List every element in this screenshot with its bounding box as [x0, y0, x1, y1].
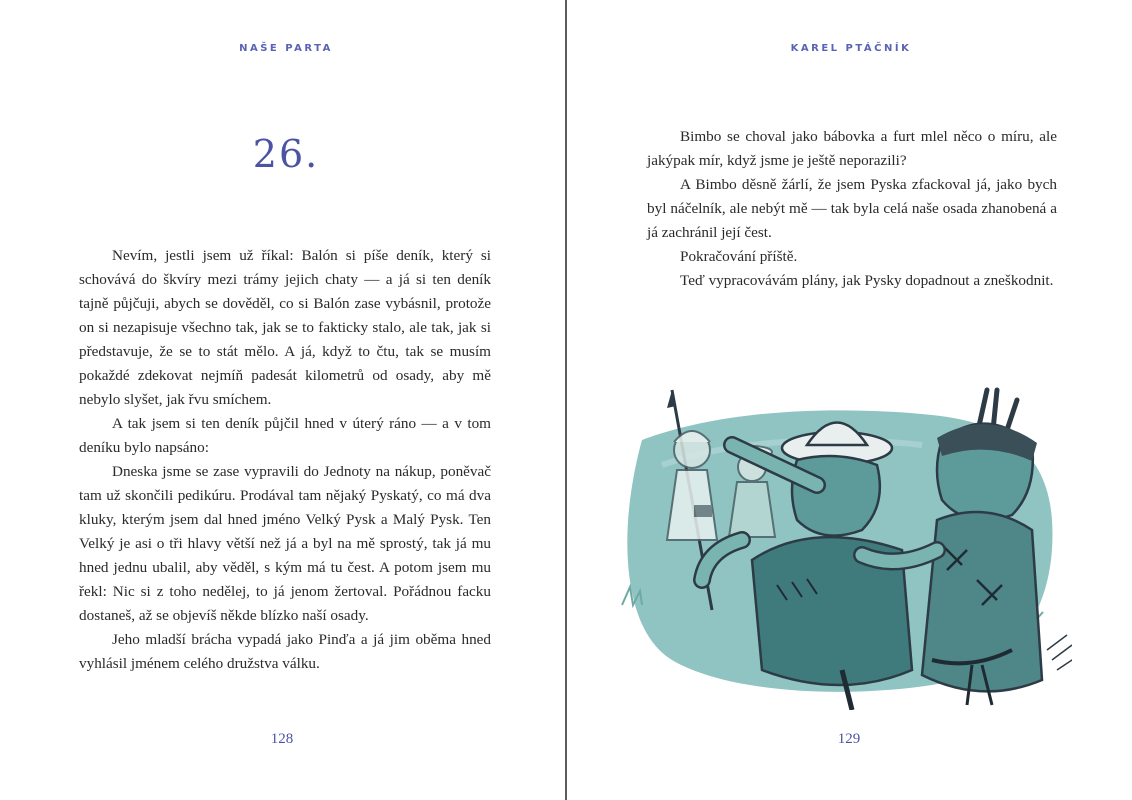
fight-illustration	[602, 370, 1072, 710]
background-boy	[667, 431, 717, 540]
paragraph: Teď vypracovávám plány, jak Pysky dopadnout a zneškodnit.	[680, 272, 1054, 289]
right-page	[567, 0, 1132, 800]
page-number-left: 128	[270, 731, 294, 747]
paragraph: Bimbo se choval jako bábovka a furt mlel něco o míru, ale jakýpak mír, když jsme je ještě neporazili?	[647, 128, 1057, 169]
paragraph: Dneska jsme se zase vypravili do Jednoty na nákup, poněvač tam už skončili pedikúru. Prodával tam nějaký Pyskatý, co má dva kluky, kterým jsem dal hned jméno Velký Pysk a Malý Pysk. Ten Velký je asi o tři hlavy větší než já a byl na mě sprostý, tak já mu hned jednu ubalil, aby věděl, s kým má tu čest. A potom jsem mu řekl: Nic si z toho nedělej, to já jenom žertoval. Pořádnou facku dostaneš, až se objevíš někde blízko naší osady.	[79, 463, 491, 624]
page-number-right: 129	[837, 731, 861, 747]
motion-lines	[1047, 635, 1072, 670]
running-head-right: KAREL PTÁČNÍK	[790, 43, 912, 54]
running-head-left: NAŠE PARTA	[239, 43, 333, 54]
paragraph: A Bimbo děsně žárlí, že jsem Pyska zfackoval já, jako bych byl náčelník, ale nebýt mě — tak byla celá naše osada zhanobená a já zachránil její čest.	[647, 176, 1057, 241]
paragraph: A tak jsem si ten deník půjčil hned v úterý ráno — a v tom deníku bylo napsáno:	[79, 415, 491, 456]
paragraph: Pokračování příště.	[680, 248, 798, 265]
paragraph: Nevím, jestli jsem už říkal: Balón si píše deník, který si schovává do škvíry mezi trámy jejich chaty — a já si ten deník tajně půjčuji, abych se dověděl, co si Balón zase vybásnil, protože on si nezapisuje všechno tak, jak se to fakticky stalo, ale tak, jak si představuje, že se to stát mělo. A já, když to čtu, tak se musím pokaždé zdekovat nejmíň padesát kilometrů od osady, aby mě nebylo slyšet, jak řvu smíchem.	[79, 247, 491, 408]
paragraph: Jeho mladší brácha vypadá jako Pinďa a já jim oběma hned vyhlásil jménem celého družstva válku.	[79, 631, 491, 672]
left-body-text	[79, 244, 491, 676]
right-body-text	[647, 125, 1057, 293]
chapter-number: 26.	[252, 132, 320, 176]
